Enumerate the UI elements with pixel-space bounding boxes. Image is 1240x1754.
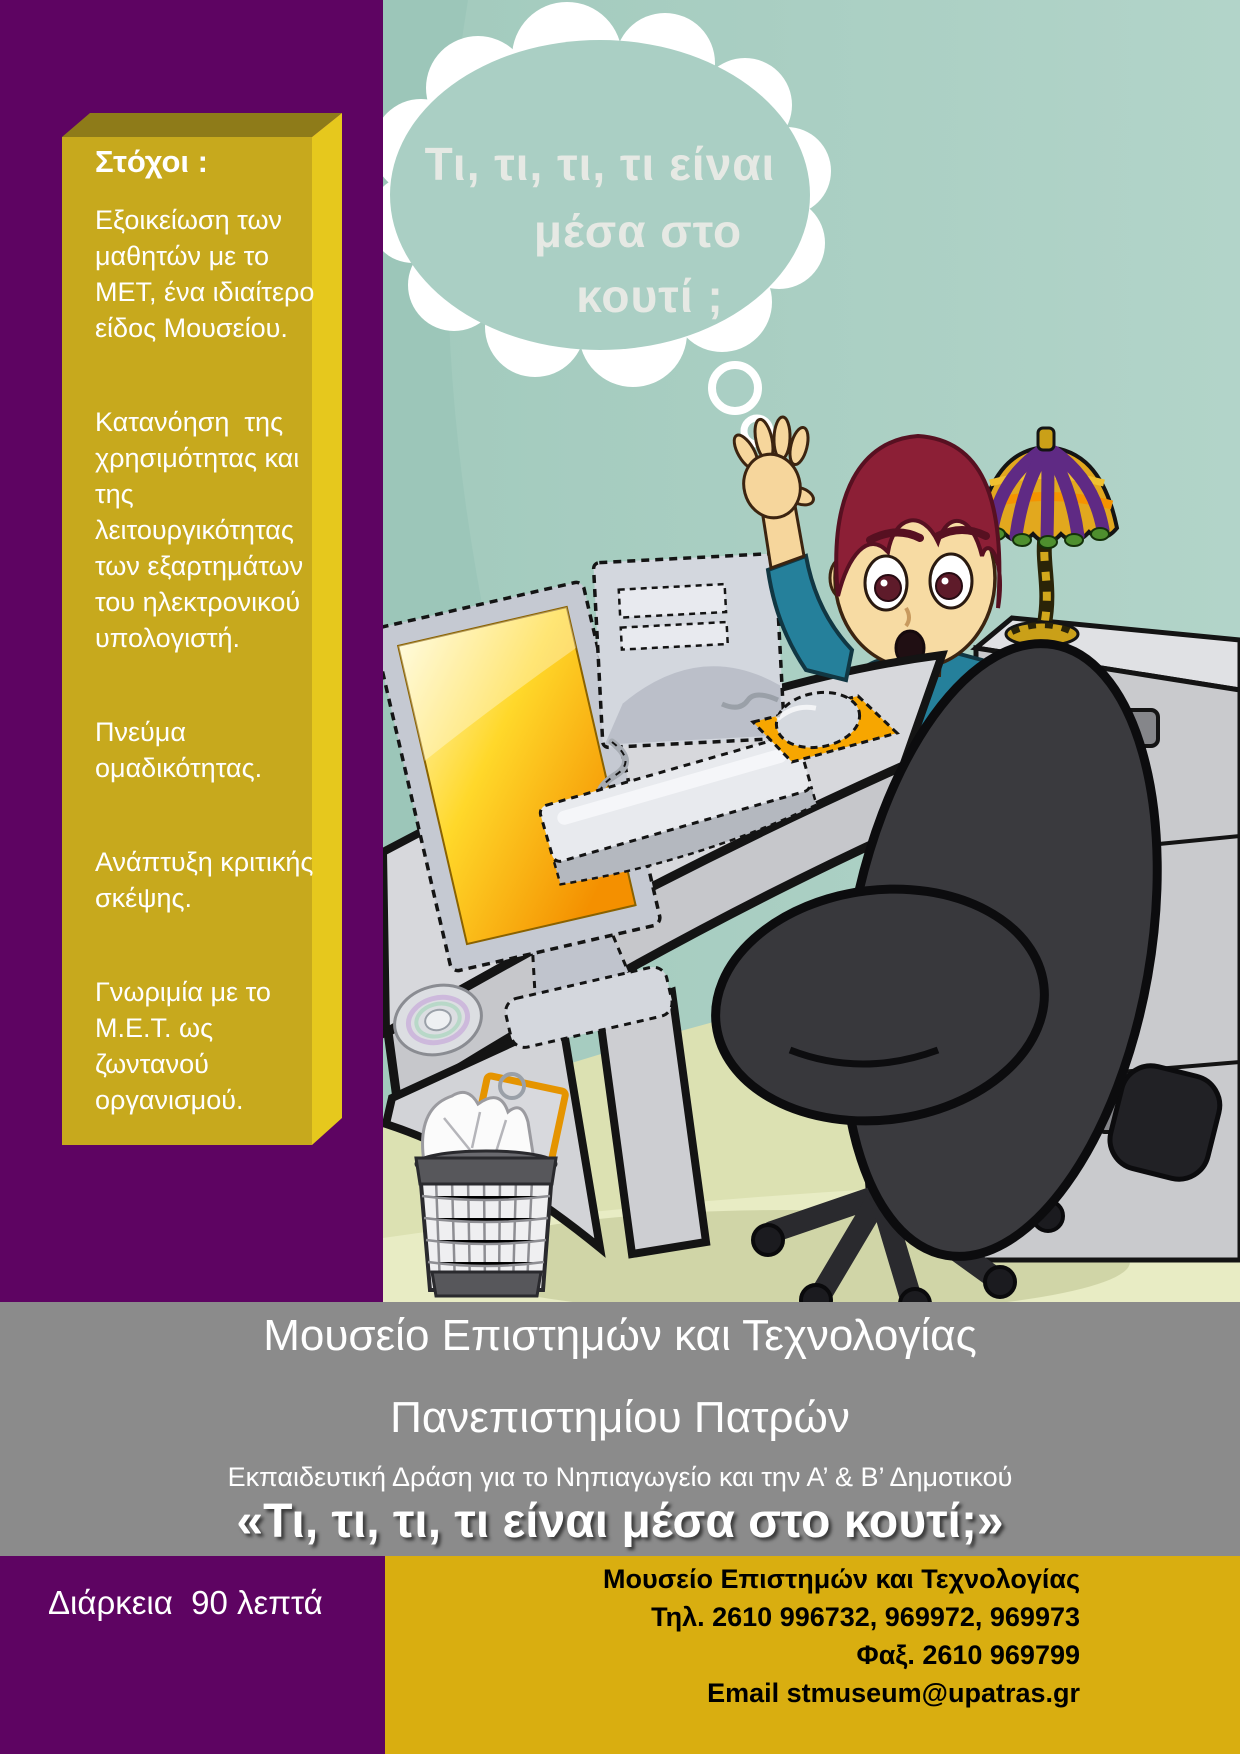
contact-fax: Φαξ. 2610 969799 bbox=[856, 1640, 1080, 1670]
activity-title: «Τι, τι, τι, τι είναι μέσα στο κουτί;» bbox=[236, 1495, 1004, 1548]
illustration bbox=[383, 0, 1240, 1302]
museum-name-line1: Μουσείο Επιστημών και Τεχνολογίας bbox=[263, 1311, 977, 1360]
bubble-text-line: Τι, τι, τι, τι είναι bbox=[424, 138, 776, 190]
goal-item: Ανάπτυξη κριτικής σκέψης. bbox=[95, 847, 321, 913]
goal-item: Γνωριμία με το Μ.Ε.Τ. ως ζωντανού οργανισμού. bbox=[95, 977, 279, 1115]
contact-org: Μουσείο Επιστημών και Τεχνολογίας bbox=[603, 1564, 1080, 1594]
activity-subtitle: Εκπαιδευτική Δράση για το Νηπιαγωγείο και την Α’ & Β’ Δημοτικού bbox=[227, 1462, 1013, 1492]
contact-email: Email stmuseum@upatras.gr bbox=[707, 1678, 1080, 1708]
duration-text: Διάρκεια 90 λεπτά bbox=[48, 1584, 323, 1621]
sidebar bbox=[0, 0, 383, 1302]
tower-drive-bay bbox=[619, 584, 726, 618]
computer-tower-illustration bbox=[593, 553, 784, 747]
box-top-face bbox=[62, 113, 342, 137]
contact-block bbox=[603, 1560, 1080, 1712]
footer-contact-panel bbox=[385, 1556, 1240, 1754]
museum-name-line2: Πανεπιστημίου Πατρών bbox=[390, 1393, 850, 1442]
bubble-text-line: μέσα στο bbox=[533, 205, 743, 257]
goals-panel bbox=[95, 142, 327, 1176]
goal-item: Εξοικείωση των μαθητών με το ΜΕΤ, ένα ιδιαίτερο είδος Μουσείου. bbox=[95, 205, 322, 343]
goal-item: Πνεύμα ομαδικότητας. bbox=[95, 717, 263, 783]
tower-drive-bay bbox=[621, 622, 728, 650]
footer-duration-panel bbox=[0, 1556, 385, 1754]
goal-item: Κατανόηση της χρησιμότητας και της λειτουργικότητας των εξαρτημάτων του ηλεκτρονικού υπολογιστή. bbox=[95, 407, 311, 653]
contact-tel: Τηλ. 2610 996732, 969972, 969973 bbox=[651, 1602, 1080, 1632]
goals-title: Στόχοι : bbox=[95, 144, 208, 179]
wastebasket-illustration bbox=[416, 1074, 566, 1296]
bubble-tail-large bbox=[712, 365, 758, 411]
lamp-finial bbox=[1038, 428, 1054, 450]
bubble-text-line: κουτί ; bbox=[576, 270, 724, 322]
info-banner bbox=[0, 1302, 1240, 1556]
